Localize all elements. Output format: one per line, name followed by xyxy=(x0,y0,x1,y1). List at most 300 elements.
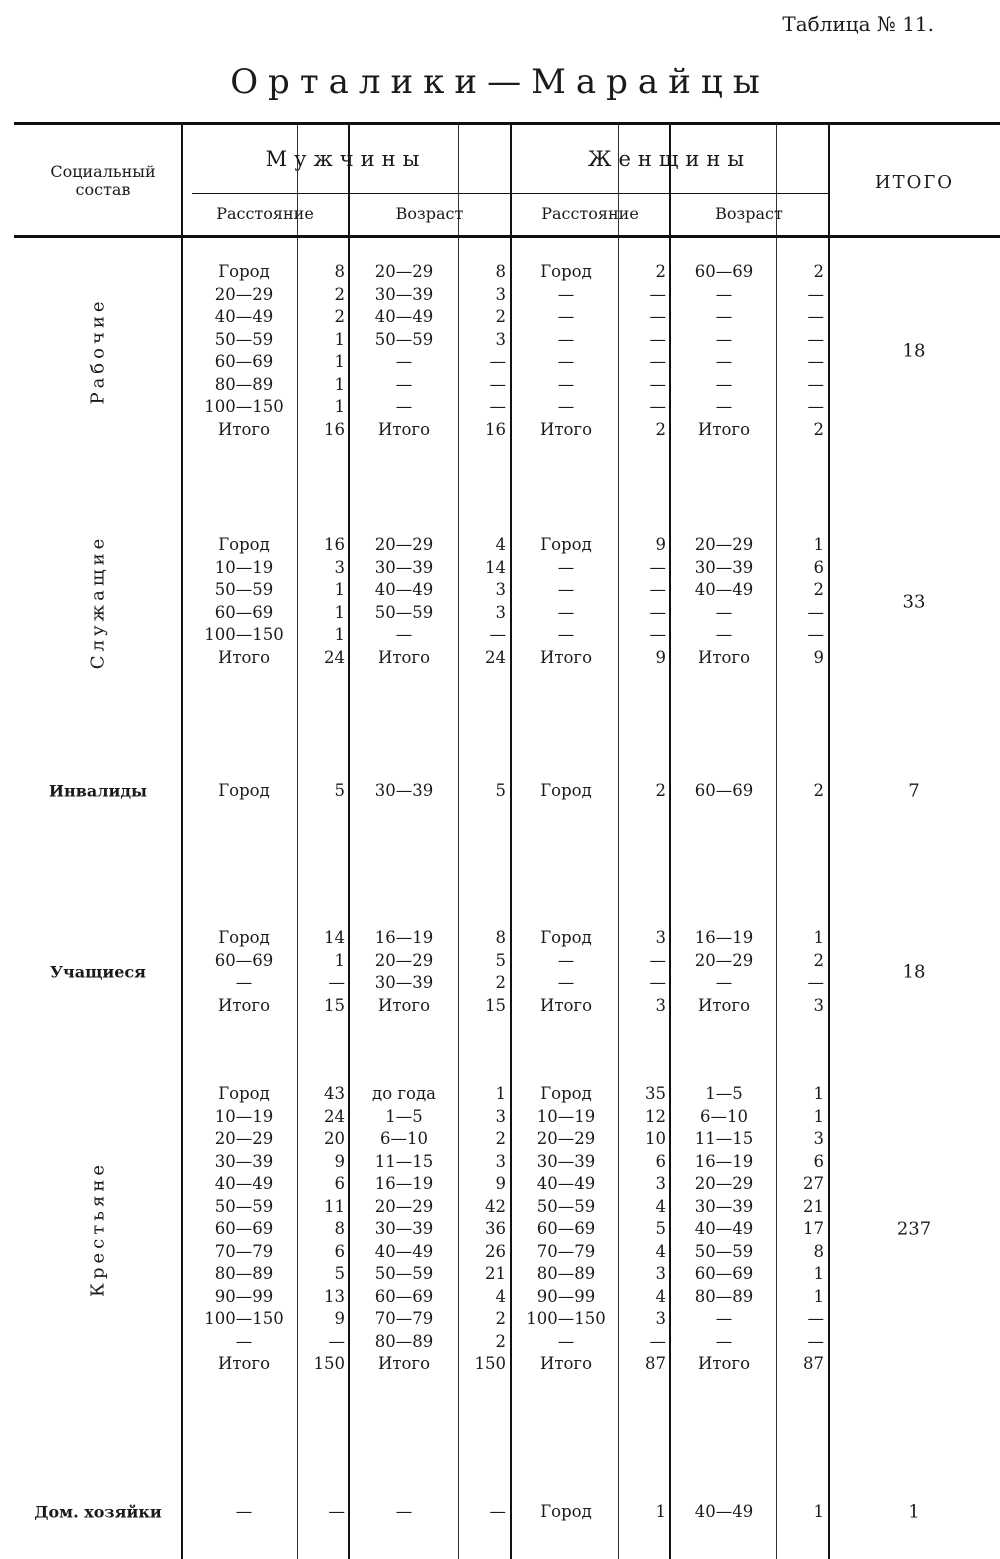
table-cell: 5 xyxy=(655,1219,666,1238)
table-cell: Итого xyxy=(697,1354,751,1373)
table-cell: — xyxy=(807,329,824,349)
table-cell: 150 xyxy=(313,1354,345,1373)
table-cell: — xyxy=(715,625,733,644)
table-cell: 20—29 xyxy=(374,950,434,970)
table-cell: 42 xyxy=(485,1196,506,1216)
column-women-age xyxy=(673,1501,775,1524)
table-cell: Итого xyxy=(539,419,593,439)
table-cell: 1 xyxy=(334,397,345,416)
table-cell: Город xyxy=(218,262,270,281)
table-cell: Город xyxy=(540,535,592,554)
data-table xyxy=(14,122,1000,1559)
table-cell: 8 xyxy=(334,262,345,281)
table-cell: 100—150 xyxy=(204,1309,284,1328)
table-cell: 17 xyxy=(803,1219,824,1238)
table-cell: 21 xyxy=(803,1196,824,1216)
table-cell: Город xyxy=(218,535,270,554)
table-cell: 24 xyxy=(485,647,506,667)
table-cell: — xyxy=(649,973,666,992)
table-cell: — xyxy=(649,397,666,416)
column-women-distance xyxy=(514,534,618,669)
column-men-age-counts xyxy=(462,1083,506,1376)
table-cell: — xyxy=(557,1331,575,1351)
table-cell: 40—49 xyxy=(214,307,274,326)
table-cell: 60—69 xyxy=(214,352,274,371)
table-cell: — xyxy=(489,397,506,416)
table-cell: 20—29 xyxy=(536,1129,596,1148)
table-cell: 1 xyxy=(813,1084,824,1103)
table-cell: 60—69 xyxy=(214,950,274,970)
table-cell: — xyxy=(807,374,824,394)
table-cell: 9 xyxy=(334,1309,345,1328)
table-cell: Город xyxy=(540,1502,592,1521)
table-cell: 2 xyxy=(813,781,824,800)
table-cell: 1 xyxy=(655,1502,666,1521)
column-men-age-counts xyxy=(462,261,506,441)
table-cell: 5 xyxy=(334,781,345,800)
column-men-distance xyxy=(194,1083,294,1376)
table-cell: 8 xyxy=(334,1219,345,1238)
table-cell: 4 xyxy=(655,1196,666,1216)
column-women-distance-counts xyxy=(622,534,666,669)
table-cell: Город xyxy=(218,1084,270,1103)
column-women-age xyxy=(673,780,775,803)
table-cell: 60—69 xyxy=(694,262,754,281)
table-number: Таблица № 11. xyxy=(782,12,934,36)
rule-women-age-count xyxy=(776,125,777,1559)
table-cell: 16—19 xyxy=(694,1151,754,1171)
column-men-age xyxy=(352,927,456,1017)
table-cell: Итого xyxy=(377,1354,431,1373)
table-cell: — xyxy=(557,625,575,644)
table-cell: 2 xyxy=(813,262,824,281)
table-cell: — xyxy=(395,374,413,394)
table-cell: 40—49 xyxy=(536,1174,596,1193)
table-cell: 2 xyxy=(495,307,506,326)
column-women-distance xyxy=(514,927,618,1017)
table-cell: — xyxy=(649,329,666,349)
table-cell: — xyxy=(649,307,666,326)
header-men-age: Возраст xyxy=(395,204,464,223)
table-cell: 87 xyxy=(645,1354,666,1373)
table-cell: 20—29 xyxy=(374,262,434,281)
table-cell: 2 xyxy=(495,1309,506,1328)
table-cell: 90—99 xyxy=(214,1286,274,1306)
rule-women xyxy=(510,125,512,1559)
table-cell: — xyxy=(649,374,666,394)
table-cell: 1 xyxy=(334,329,345,349)
table-cell: 3 xyxy=(655,928,666,947)
table-cell: — xyxy=(807,352,824,371)
rule-women-dist-count xyxy=(618,125,619,1559)
table-cell: Город xyxy=(540,928,592,947)
table-cell: 3 xyxy=(655,1174,666,1193)
table-cell: 150 xyxy=(474,1354,506,1373)
table-cell: 6 xyxy=(655,1151,666,1171)
table-cell: 30—39 xyxy=(214,1151,274,1171)
table-cell: — xyxy=(557,307,575,326)
table-cell: 9 xyxy=(495,1174,506,1193)
group-name: Крестьяне xyxy=(87,1161,109,1298)
table-cell: — xyxy=(715,329,733,349)
table-cell: Город xyxy=(540,781,592,800)
table-cell: 1 xyxy=(813,1286,824,1306)
table-cell: — xyxy=(557,557,575,577)
column-men-distance-counts xyxy=(301,1083,345,1376)
table-cell: 1 xyxy=(334,625,345,644)
table-cell: 2 xyxy=(813,580,824,599)
table-cell: 80—89 xyxy=(374,1331,434,1351)
table-cell: 80—89 xyxy=(536,1264,596,1283)
table-cell: 20—29 xyxy=(214,1129,274,1148)
column-women-distance xyxy=(514,1083,618,1376)
table-cell: 40—49 xyxy=(694,1502,754,1521)
table-cell: Итого xyxy=(539,1354,593,1373)
table-cell: 11 xyxy=(324,1196,345,1216)
table-cell: 3 xyxy=(655,1264,666,1283)
table-cell: 3 xyxy=(813,995,824,1015)
table-cell: 26 xyxy=(485,1241,506,1261)
table-cell: 2 xyxy=(495,973,506,992)
table-cell: 15 xyxy=(324,995,345,1015)
table-cell: 8 xyxy=(495,262,506,281)
table-cell: 1 xyxy=(813,1106,824,1126)
column-women-distance-counts xyxy=(622,780,666,803)
table-cell: — xyxy=(395,397,413,416)
table-cell: 12 xyxy=(645,1106,666,1126)
table-cell: 16 xyxy=(324,535,345,554)
table-cell: Город xyxy=(540,1084,592,1103)
table-cell: — xyxy=(807,397,824,416)
table-cell: 20—29 xyxy=(694,1174,754,1193)
table-cell: 40—49 xyxy=(694,580,754,599)
table-cell: 90—99 xyxy=(536,1286,596,1306)
table-cell: — xyxy=(235,1502,253,1521)
header-women-distance: Расстояние xyxy=(541,204,639,223)
group-name: Служащие xyxy=(87,534,109,669)
table-cell: 16—19 xyxy=(374,1174,434,1193)
table-cell: 100—150 xyxy=(204,625,284,644)
table-cell: 60—69 xyxy=(536,1219,596,1238)
table-cell: — xyxy=(807,307,824,326)
table-cell: Итого xyxy=(697,995,751,1015)
table-cell: 50—59 xyxy=(374,1264,434,1283)
table-cell: — xyxy=(807,602,824,622)
table-cell: 6—10 xyxy=(700,1106,748,1126)
group-name: Инвалиды xyxy=(48,781,148,801)
table-cell: — xyxy=(715,307,733,326)
table-cell: 20 xyxy=(324,1129,345,1148)
column-women-age-counts xyxy=(780,780,824,803)
column-men-distance-counts xyxy=(301,261,345,441)
column-women-distance xyxy=(514,261,618,441)
column-men-age xyxy=(352,261,456,441)
table-cell: 2 xyxy=(495,1129,506,1148)
table-cell: 15 xyxy=(485,995,506,1015)
table-cell: — xyxy=(235,973,253,992)
group-total: 18 xyxy=(902,961,926,983)
column-men-distance xyxy=(194,927,294,1017)
table-cell: 1 xyxy=(813,1502,824,1521)
table-cell: 50—59 xyxy=(536,1196,596,1216)
table-cell: 27 xyxy=(803,1174,824,1193)
column-women-distance xyxy=(514,780,618,803)
table-cell: Итого xyxy=(217,419,271,439)
table-cell: 2 xyxy=(813,950,824,970)
table-cell: 50—59 xyxy=(374,602,434,622)
table-cell: 14 xyxy=(324,928,345,947)
table-cell: — xyxy=(649,284,666,304)
column-men-age xyxy=(352,534,456,669)
table-cell: 4 xyxy=(655,1286,666,1306)
column-women-age-counts xyxy=(780,1501,824,1524)
table-cell: 30—39 xyxy=(374,973,434,992)
rule-total xyxy=(828,125,830,1559)
column-men-age xyxy=(352,1083,456,1376)
table-cell: — xyxy=(395,352,413,371)
table-cell: — xyxy=(649,352,666,371)
table-cell: 10—19 xyxy=(214,1106,274,1126)
column-women-age-counts xyxy=(780,534,824,669)
table-cell: 2 xyxy=(334,284,345,304)
table-cell: 6 xyxy=(813,557,824,577)
table-cell: 1 xyxy=(334,580,345,599)
table-cell: 87 xyxy=(803,1354,824,1373)
table-cell: — xyxy=(328,1502,345,1521)
table-cell: — xyxy=(807,625,824,644)
table-cell: 1—5 xyxy=(705,1084,743,1103)
header-women-age: Возраст xyxy=(715,204,783,223)
table-cell: — xyxy=(715,973,733,992)
table-cell: — xyxy=(649,1331,666,1351)
table-cell: 4 xyxy=(495,1286,506,1306)
group-total: 33 xyxy=(902,591,926,612)
header-women: Женщины xyxy=(587,147,752,171)
table-cell: — xyxy=(557,950,575,970)
table-cell: — xyxy=(715,602,733,622)
column-women-age xyxy=(673,1083,775,1376)
table-cell: Город xyxy=(540,262,592,281)
table-cell: 9 xyxy=(813,647,824,667)
table-cell: 3 xyxy=(495,1106,506,1126)
table-cell: Итого xyxy=(377,995,431,1015)
table-cell: 60—69 xyxy=(214,1219,274,1238)
column-men-distance-counts xyxy=(301,534,345,669)
table-cell: — xyxy=(807,1309,824,1328)
table-cell: 35 xyxy=(645,1084,666,1103)
table-cell: — xyxy=(649,557,666,577)
table-cell: 2 xyxy=(495,1331,506,1351)
table-cell: 1 xyxy=(813,1264,824,1283)
table-cell: 9 xyxy=(655,647,666,667)
rule-men-dist-count xyxy=(297,125,298,1559)
table-cell: — xyxy=(235,1331,253,1351)
table-cell: Итого xyxy=(217,647,271,667)
column-women-distance-counts xyxy=(622,1083,666,1376)
table-cell: 8 xyxy=(813,1241,824,1261)
table-cell: 8 xyxy=(495,928,506,947)
table-cell: — xyxy=(395,625,413,644)
table-cell: 20—29 xyxy=(374,1196,434,1216)
table-cell: 2 xyxy=(334,307,345,326)
table-cell: 4 xyxy=(495,535,506,554)
table-cell: — xyxy=(395,1502,413,1521)
table-cell: 21 xyxy=(485,1264,506,1283)
header-men: Мужчины xyxy=(265,147,427,171)
table-cell: 70—79 xyxy=(536,1241,596,1261)
table-cell: — xyxy=(489,1502,506,1521)
table-cell: 3 xyxy=(495,1151,506,1171)
table-cell: 1 xyxy=(334,950,345,970)
table-cell: 3 xyxy=(495,580,506,599)
table-cell: 16—19 xyxy=(694,928,754,947)
table-cell: 13 xyxy=(324,1286,345,1306)
group-name: Рабочие xyxy=(87,297,109,405)
table-cell: 100—150 xyxy=(204,397,284,416)
table-cell: — xyxy=(715,352,733,371)
table-cell: — xyxy=(557,352,575,371)
table-cell: 6—10 xyxy=(380,1129,428,1148)
table-cell: 6 xyxy=(334,1174,345,1193)
column-men-distance xyxy=(194,534,294,669)
table-cell: 30—39 xyxy=(374,284,434,304)
table-cell: 30—39 xyxy=(694,557,754,577)
group-name: Учащиеся xyxy=(50,962,146,982)
table-cell: 36 xyxy=(485,1219,506,1238)
table-cell: 1 xyxy=(495,1084,506,1103)
table-cell: — xyxy=(715,1309,733,1328)
table-cell: 30—39 xyxy=(374,557,434,577)
column-women-distance-counts xyxy=(622,927,666,1017)
table-cell: 1 xyxy=(334,602,345,622)
table-cell: — xyxy=(328,1331,345,1351)
table-cell: 80—89 xyxy=(214,1264,274,1283)
table-cell: 1 xyxy=(813,928,824,947)
table-cell: 40—49 xyxy=(694,1219,754,1238)
column-men-distance-counts xyxy=(301,927,345,1017)
table-cell: 50—59 xyxy=(214,580,274,599)
table-cell: 30—39 xyxy=(374,1219,434,1238)
header-men-distance: Расстояние xyxy=(216,204,314,223)
column-men-age-counts xyxy=(462,780,506,803)
column-women-age xyxy=(673,534,775,669)
table-cell: — xyxy=(557,374,575,394)
table-cell: 3 xyxy=(495,284,506,304)
column-women-age-counts xyxy=(780,261,824,441)
column-women-age xyxy=(673,261,775,441)
table-cell: 1 xyxy=(334,352,345,371)
table-cell: 3 xyxy=(334,557,345,577)
column-women-age-counts xyxy=(780,927,824,1017)
table-cell: Итого xyxy=(697,647,751,667)
table-cell: — xyxy=(649,602,666,622)
table-cell: 40—49 xyxy=(374,580,434,599)
table-cell: до года xyxy=(372,1084,436,1103)
table-cell: Итого xyxy=(217,1354,271,1373)
column-women-age-counts xyxy=(780,1083,824,1376)
header-total: ИТОГО xyxy=(874,172,955,193)
table-cell: 80—89 xyxy=(694,1286,754,1306)
column-women-distance-counts xyxy=(622,261,666,441)
table-cell: 3 xyxy=(655,1309,666,1328)
table-cell: 50—59 xyxy=(694,1241,754,1261)
table-cell: 4 xyxy=(655,1241,666,1261)
table-cell: — xyxy=(807,284,824,304)
column-men-age-counts xyxy=(462,534,506,669)
table-cell: 2 xyxy=(655,781,666,800)
table-cell: 10—19 xyxy=(214,557,274,577)
table-cell: 9 xyxy=(655,535,666,554)
table-cell: 3 xyxy=(495,602,506,622)
table-cell: — xyxy=(489,374,506,394)
table-cell: 60—69 xyxy=(694,781,754,800)
table-cell: 3 xyxy=(813,1129,824,1148)
table-cell: 5 xyxy=(495,781,506,800)
column-men-distance xyxy=(194,780,294,803)
table-cell: — xyxy=(807,973,824,992)
table-cell: — xyxy=(328,973,345,992)
table-cell: — xyxy=(557,580,575,599)
table-cell: 40—49 xyxy=(214,1174,274,1193)
table-cell: 20—29 xyxy=(374,535,434,554)
table-cell: 40—49 xyxy=(374,1241,434,1261)
column-women-distance xyxy=(514,1501,618,1524)
table-cell: — xyxy=(489,625,506,644)
table-cell: 2 xyxy=(655,262,666,281)
table-cell: Итого xyxy=(539,995,593,1015)
table-cell: — xyxy=(649,580,666,599)
table-cell: 70—79 xyxy=(214,1241,274,1261)
table-cell: 80—89 xyxy=(214,374,274,394)
page-title: Орталики—Марайцы xyxy=(230,62,770,102)
rule-men-age xyxy=(348,125,350,1559)
table-cell: 30—39 xyxy=(374,781,434,800)
table-cell: — xyxy=(715,397,733,416)
table-cell: Итого xyxy=(217,995,271,1015)
column-men-age xyxy=(352,780,456,803)
table-cell: — xyxy=(649,950,666,970)
group-total: 237 xyxy=(896,1218,932,1240)
table-cell: Город xyxy=(218,781,270,800)
column-women-distance-counts xyxy=(622,1501,666,1524)
group-name: Дом. хозяйки xyxy=(34,1502,162,1522)
table-cell: 11—15 xyxy=(374,1151,434,1171)
table-cell: 5 xyxy=(495,950,506,970)
table-cell: 50—59 xyxy=(374,329,434,349)
header-social: Социальный состав xyxy=(50,162,156,200)
table-cell: — xyxy=(557,329,575,349)
table-cell: 1 xyxy=(813,535,824,554)
table-cell: 2 xyxy=(655,419,666,439)
table-cell: — xyxy=(715,284,733,304)
column-women-age xyxy=(673,927,775,1017)
table-cell: 20—29 xyxy=(694,535,754,554)
table-cell: 30—39 xyxy=(536,1151,596,1171)
rule-header-mid xyxy=(192,193,828,194)
column-men-distance-counts xyxy=(301,1501,345,1524)
rule-social xyxy=(181,125,183,1559)
group-total: 18 xyxy=(902,340,926,362)
table-cell: 16 xyxy=(485,419,506,439)
table-cell: 70—79 xyxy=(374,1309,434,1328)
table-cell: — xyxy=(715,1331,733,1351)
column-men-age xyxy=(352,1501,456,1524)
table-cell: 16—19 xyxy=(374,928,434,947)
table-cell: Итого xyxy=(697,419,751,439)
table-cell: 60—69 xyxy=(214,602,274,622)
table-cell: — xyxy=(715,374,733,394)
table-cell: 50—59 xyxy=(214,1196,274,1216)
